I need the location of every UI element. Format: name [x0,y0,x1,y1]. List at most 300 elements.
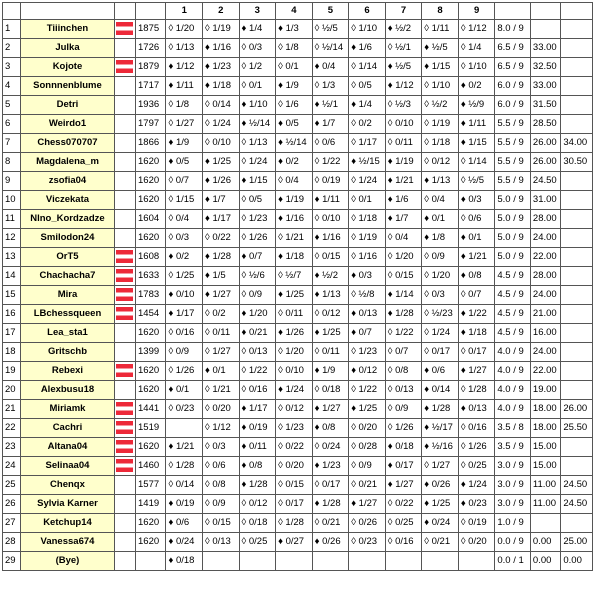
round-result-cell: ◊ 0/19 [312,172,349,191]
tiebreak-2-cell [561,96,593,115]
tiebreak-2-cell [561,343,593,362]
round-result-cell: ◊ 0/11 [276,305,313,324]
round-result-cell: ◊ 0/10 [276,362,313,381]
rating-cell: 1441 [136,400,166,419]
round-result-cell: ◊ ½/7 [276,267,313,286]
tiebreak-2-cell [561,248,593,267]
rating-cell: 1620 [136,191,166,210]
round-result-cell: ◊ 0/10 [312,210,349,229]
round-result-cell: ♦ 0/12 [349,362,386,381]
flag-cell [114,267,135,286]
round-result-cell: ♦ 1/18 [276,248,313,267]
rating-cell: 1726 [136,39,166,58]
player-name: Chachacha7 [21,267,114,286]
round-result-cell: ♦ 0/13 [458,400,495,419]
round-result-cell: ◊ ½/23 [422,305,459,324]
tiebreak-1-cell: 24.00 [530,343,560,362]
points-cell: 4.0 / 9 [495,362,531,381]
player-name: Cachri [21,419,114,438]
tiebreak-2-cell [561,229,593,248]
flag-cell [114,438,135,457]
player-name: (Bye) [21,552,114,571]
round-result-cell: ♦ 0/2 [276,153,313,172]
round-result-cell: ♦ ½/17 [422,419,459,438]
round-result-cell: ♦ 1/17 [203,210,240,229]
round-result-cell: ◊ 1/18 [349,210,386,229]
flag-cell [114,419,135,438]
tiebreak-1-cell: 24.00 [530,286,560,305]
flag-cell [114,115,135,134]
round-result-cell: ◊ 0/4 [276,172,313,191]
flag-cell [114,153,135,172]
flag-cell [114,191,135,210]
points-cell: 5.0 / 9 [495,248,531,267]
round-result-cell: ◊ 1/26 [239,229,276,248]
austria-flag-icon [116,459,133,472]
table-row [3,229,593,248]
round-result-cell: ◊ 0/12 [422,153,459,172]
player-name: Lea_sta1 [21,324,114,343]
tiebreak-1-cell: 31.00 [530,191,560,210]
points-cell: 5.0 / 9 [495,191,531,210]
round-result-cell: ◊ ½/5 [312,20,349,39]
round-result-cell: ◊ 1/19 [422,115,459,134]
round-result-cell: ◊ 1/26 [458,438,495,457]
rank-cell: 25 [3,476,21,495]
tiebreak-1-cell: 16.00 [530,324,560,343]
round-result-cell: ♦ 1/5 [203,267,240,286]
austria-flag-icon [116,440,133,453]
round-result-cell: ◊ 1/10 [349,20,386,39]
round-result-cell: ◊ 1/14 [458,153,495,172]
flag-cell [114,552,135,571]
round-header: 7 [385,3,422,20]
round-result-cell: ♦ 0/6 [166,514,203,533]
round-result-cell: ◊ 0/15 [312,248,349,267]
round-result-cell: ♦ 0/10 [166,286,203,305]
round-result-cell: ◊ 0/9 [349,457,386,476]
round-result-cell: ◊ 0/13 [239,343,276,362]
round-result-cell: ◊ 0/21 [422,533,459,552]
rank-cell: 22 [3,419,21,438]
tiebreak-1-cell: 0.00 [530,533,560,552]
tiebreak-2-cell [561,286,593,305]
round-result-cell [239,552,276,571]
round-result-cell: ♦ ½/14 [239,115,276,134]
tiebreak-1-cell: 19.00 [530,381,560,400]
tiebreak-2-cell [561,58,593,77]
rating-cell: 1783 [136,286,166,305]
table-row [3,476,593,495]
round-header: 1 [166,3,203,20]
round-result-cell: ◊ 0/3 [166,229,203,248]
round-header: 9 [458,3,495,20]
round-result-cell: ♦ ½/15 [349,153,386,172]
rating-cell: 1620 [136,533,166,552]
player-name: Smilodon24 [21,229,114,248]
points-cell: 4.5 / 9 [495,324,531,343]
tiebreak-1-cell: 0.00 [530,552,560,571]
round-result-cell: ◊ 0/18 [239,514,276,533]
tiebreak-1-cell: 31.50 [530,96,560,115]
points-cell: 5.5 / 9 [495,172,531,191]
rating-cell [136,552,166,571]
rank-cell: 20 [3,381,21,400]
round-result-cell: ◊ 0/12 [239,495,276,514]
round-result-cell: ◊ 1/13 [166,39,203,58]
rank-cell: 11 [3,210,21,229]
round-result-cell: ♦ 1/13 [422,172,459,191]
round-result-cell: ♦ 1/22 [458,305,495,324]
rank-cell: 3 [3,58,21,77]
round-result-cell: ◊ 1/25 [166,267,203,286]
points-cell: 3.0 / 9 [495,476,531,495]
round-result-cell: ♦ 1/7 [312,115,349,134]
table-row [3,96,593,115]
round-result-cell: ◊ 0/11 [312,343,349,362]
round-result-cell: ◊ 0/2 [203,305,240,324]
header-blank [136,3,166,20]
flag-cell [114,533,135,552]
table-row [3,419,593,438]
header-blank [530,3,560,20]
round-result-cell: ◊ 0/14 [166,476,203,495]
rank-cell: 8 [3,153,21,172]
rating-cell: 1620 [136,324,166,343]
round-result-cell: ◊ 1/21 [203,381,240,400]
rating-cell: 1519 [136,419,166,438]
round-result-cell: ◊ 1/14 [349,58,386,77]
points-cell: 3.0 / 9 [495,495,531,514]
round-result-cell: ◊ 0/15 [203,514,240,533]
round-result-cell: ◊ 1/11 [422,20,459,39]
rank-cell: 14 [3,267,21,286]
round-result-cell: ◊ 0/25 [239,533,276,552]
rating-cell: 1399 [136,343,166,362]
rank-cell: 4 [3,77,21,96]
rank-cell: 29 [3,552,21,571]
round-result-cell [385,552,422,571]
rank-cell: 6 [3,115,21,134]
player-name: Nlno_Kordzadze [21,210,114,229]
round-result-cell: ♦ 1/27 [203,286,240,305]
flag-cell [114,248,135,267]
tiebreak-2-cell [561,172,593,191]
round-result-cell: ◊ 0/9 [166,343,203,362]
round-result-cell: ◊ 1/16 [349,248,386,267]
points-cell: 4.0 / 9 [495,381,531,400]
flag-cell [114,96,135,115]
round-result-cell: ◊ ½/3 [385,96,422,115]
round-result-cell: ◊ ½/6 [239,267,276,286]
austria-flag-icon [116,364,133,377]
round-result-cell: ◊ 0/28 [349,438,386,457]
tiebreak-2-cell [561,438,593,457]
round-result-cell: ♦ 1/7 [385,210,422,229]
rating-cell: 1620 [136,153,166,172]
tiebreak-2-cell [561,191,593,210]
rating-cell: 1633 [136,267,166,286]
tiebreak-1-cell: 26.00 [530,134,560,153]
tiebreak-1-cell: 22.00 [530,362,560,381]
round-header: 5 [312,3,349,20]
round-result-cell: ◊ 0/9 [239,286,276,305]
round-result-cell: ♦ 1/15 [458,134,495,153]
table-row [3,400,593,419]
round-result-cell: ♦ 0/24 [422,514,459,533]
austria-flag-icon [116,250,133,263]
round-result-cell: ◊ 1/8 [166,96,203,115]
austria-flag-icon [116,269,133,282]
round-result-cell [276,552,313,571]
header-blank [495,3,531,20]
points-cell: 3.5 / 8 [495,419,531,438]
rating-cell: 1620 [136,514,166,533]
points-cell: 6.0 / 9 [495,96,531,115]
rank-cell: 9 [3,172,21,191]
rank-cell: 13 [3,248,21,267]
points-cell: 0.0 / 9 [495,533,531,552]
round-result-cell: ◊ 1/12 [458,20,495,39]
round-result-cell: ♦ ½/9 [458,96,495,115]
round-result-cell: ♦ 1/17 [239,400,276,419]
tiebreak-1-cell: 15.00 [530,457,560,476]
round-result-cell: ◊ 0/16 [166,324,203,343]
round-result-cell: ♦ 0/8 [458,267,495,286]
rank-cell: 19 [3,362,21,381]
table-row [3,324,593,343]
tiebreak-1-cell: 33.00 [530,77,560,96]
rank-cell: 28 [3,533,21,552]
round-result-cell: ♦ 0/8 [239,457,276,476]
round-result-cell: ◊ 0/20 [203,400,240,419]
tiebreak-2-cell: 30.50 [561,153,593,172]
table-row [3,20,593,39]
round-result-cell: ♦ 0/3 [349,267,386,286]
round-result-cell: ◊ 0/16 [239,381,276,400]
tiebreak-1-cell: 28.00 [530,210,560,229]
round-result-cell: ♦ 0/19 [166,495,203,514]
round-result-cell: ♦ 1/21 [166,438,203,457]
rank-cell: 5 [3,96,21,115]
rank-cell: 26 [3,495,21,514]
flag-cell [114,229,135,248]
round-result-cell: ♦ 1/21 [385,172,422,191]
round-result-cell: ♦ 1/28 [312,495,349,514]
points-cell: 4.5 / 9 [495,267,531,286]
round-result-cell: ◊ 0/12 [276,400,313,419]
tiebreak-2-cell [561,39,593,58]
rating-cell: 1620 [136,381,166,400]
player-name: Julka [21,39,114,58]
rank-cell: 1 [3,20,21,39]
round-result-cell: ◊ 0/3 [422,286,459,305]
round-result-cell: ◊ 0/21 [312,514,349,533]
round-result-cell: ◊ 1/22 [239,362,276,381]
tiebreak-2-cell [561,115,593,134]
round-result-cell: ♦ 1/8 [422,229,459,248]
points-cell: 4.5 / 9 [495,305,531,324]
tiebreak-1-cell: 18.00 [530,419,560,438]
tiebreak-1-cell: 24.00 [530,229,560,248]
round-result-cell: ♦ 1/16 [276,210,313,229]
round-result-cell: ◊ ½/5 [458,172,495,191]
round-result-cell: ◊ 1/24 [422,324,459,343]
flag-cell [114,343,135,362]
round-result-cell: ♦ 0/1 [458,229,495,248]
tiebreak-2-cell [561,381,593,400]
flag-cell [114,305,135,324]
round-result-cell: ◊ 0/14 [203,96,240,115]
round-result-cell: ♦ 1/12 [385,77,422,96]
round-result-cell: ◊ 1/10 [458,58,495,77]
round-result-cell: ♦ 1/20 [239,305,276,324]
round-result-cell: ◊ 0/22 [276,438,313,457]
round-header: 8 [422,3,459,20]
player-name: Gritschb [21,343,114,362]
round-result-cell: ◊ ½/8 [349,286,386,305]
round-result-cell: ◊ 0/26 [349,514,386,533]
rank-cell: 15 [3,286,21,305]
points-cell: 6.5 / 9 [495,58,531,77]
round-result-cell: ♦ 1/3 [276,20,313,39]
round-result-cell: ♦ 1/10 [239,96,276,115]
tiebreak-1-cell: 24.50 [530,172,560,191]
rank-cell: 16 [3,305,21,324]
flag-cell [114,210,135,229]
round-result-cell: ◊ 0/8 [203,476,240,495]
austria-flag-icon [116,22,133,35]
round-result-cell: ◊ 0/4 [385,229,422,248]
tiebreak-1-cell: 11.00 [530,476,560,495]
round-header: 3 [239,3,276,20]
round-result-cell: ◊ 0/16 [458,419,495,438]
table-row [3,172,593,191]
flag-cell [114,457,135,476]
player-name: Rebexi [21,362,114,381]
tiebreak-2-cell [561,210,593,229]
round-result-cell: ♦ 0/4 [312,58,349,77]
header-blank [21,3,114,20]
points-cell: 3.0 / 9 [495,457,531,476]
round-result-cell: ♦ 1/13 [312,286,349,305]
round-result-cell: ♦ ½/2 [312,267,349,286]
table-row [3,533,593,552]
player-name: Magdalena_m [21,153,114,172]
round-result-cell: ◊ 1/27 [166,115,203,134]
round-result-cell: ◊ 0/5 [239,191,276,210]
round-result-cell: ♦ 0/1 [166,381,203,400]
table-row [3,305,593,324]
round-result-cell: ◊ 0/11 [385,134,422,153]
crosstable [2,2,593,571]
round-result-cell: ◊ 1/28 [166,457,203,476]
round-result-cell: ♦ 1/6 [349,39,386,58]
table-row [3,495,593,514]
tiebreak-1-cell: 28.00 [530,267,560,286]
player-name: Chess070707 [21,134,114,153]
round-result-cell: ♦ 1/23 [203,58,240,77]
round-result-cell: ♦ 1/28 [203,248,240,267]
player-name: Altana04 [21,438,114,457]
points-cell: 0.0 / 1 [495,552,531,571]
player-name: Selinaa04 [21,457,114,476]
round-result-cell: ◊ 1/24 [349,172,386,191]
rating-cell: 1620 [136,438,166,457]
round-result-cell: ◊ 0/17 [276,495,313,514]
player-name: Detri [21,96,114,115]
round-result-cell: ♦ 0/6 [422,362,459,381]
round-result-cell: ♦ 0/2 [166,248,203,267]
header-blank [561,3,593,20]
tiebreak-2-cell [561,514,593,533]
player-name: zsofia04 [21,172,114,191]
flag-cell [114,58,135,77]
round-result-cell: ♦ 0/1 [422,210,459,229]
player-name: Tiiinchen [21,20,114,39]
round-result-cell [166,419,203,438]
austria-flag-icon [116,307,133,320]
round-result-cell: ♦ 1/11 [312,191,349,210]
round-result-cell: ♦ 1/25 [422,495,459,514]
flag-cell [114,362,135,381]
points-cell: 4.5 / 9 [495,286,531,305]
points-cell: 6.0 / 9 [495,77,531,96]
round-result-cell: ♦ 0/1 [203,362,240,381]
round-result-cell: ◊ 0/19 [458,514,495,533]
round-result-cell: ♦ ½/5 [385,58,422,77]
round-result-cell: ◊ 1/20 [166,20,203,39]
table-row [3,343,593,362]
round-result-cell: ♦ 0/14 [422,381,459,400]
round-result-cell: ♦ 1/28 [239,476,276,495]
table-row [3,286,593,305]
round-result-cell: ♦ 0/2 [458,77,495,96]
round-result-cell: ◊ 1/19 [349,229,386,248]
tiebreak-2-cell [561,77,593,96]
tiebreak-1-cell [530,20,560,39]
round-result-cell: ◊ 1/27 [422,457,459,476]
round-result-cell: ◊ 1/23 [239,210,276,229]
player-name: Viczekata [21,191,114,210]
points-cell: 4.0 / 9 [495,343,531,362]
rating-cell: 1454 [136,305,166,324]
round-result-cell: ◊ 0/6 [312,134,349,153]
round-result-cell: ♦ 0/3 [458,191,495,210]
round-result-cell: ◊ 1/22 [312,153,349,172]
round-result-cell [312,552,349,571]
round-result-cell: ♦ 0/19 [239,419,276,438]
rating-cell: 1608 [136,248,166,267]
points-cell: 4.0 / 9 [495,400,531,419]
round-result-cell: ◊ 0/1 [276,58,313,77]
round-result-cell: ♦ 1/25 [312,324,349,343]
rank-cell: 17 [3,324,21,343]
round-result-cell: ♦ ½/14 [276,134,313,153]
round-result-cell: ◊ 0/11 [203,324,240,343]
round-result-cell: ◊ 1/18 [422,134,459,153]
round-result-cell: ♦ 1/24 [276,381,313,400]
flag-cell [114,400,135,419]
table-row [3,248,593,267]
round-result-cell: ♦ 0/26 [312,533,349,552]
table-row [3,153,593,172]
round-result-cell: ◊ 0/13 [385,381,422,400]
round-result-cell: ◊ 1/20 [422,267,459,286]
rating-cell: 1419 [136,495,166,514]
round-result-cell: ♦ 0/27 [276,533,313,552]
round-result-cell [458,552,495,571]
